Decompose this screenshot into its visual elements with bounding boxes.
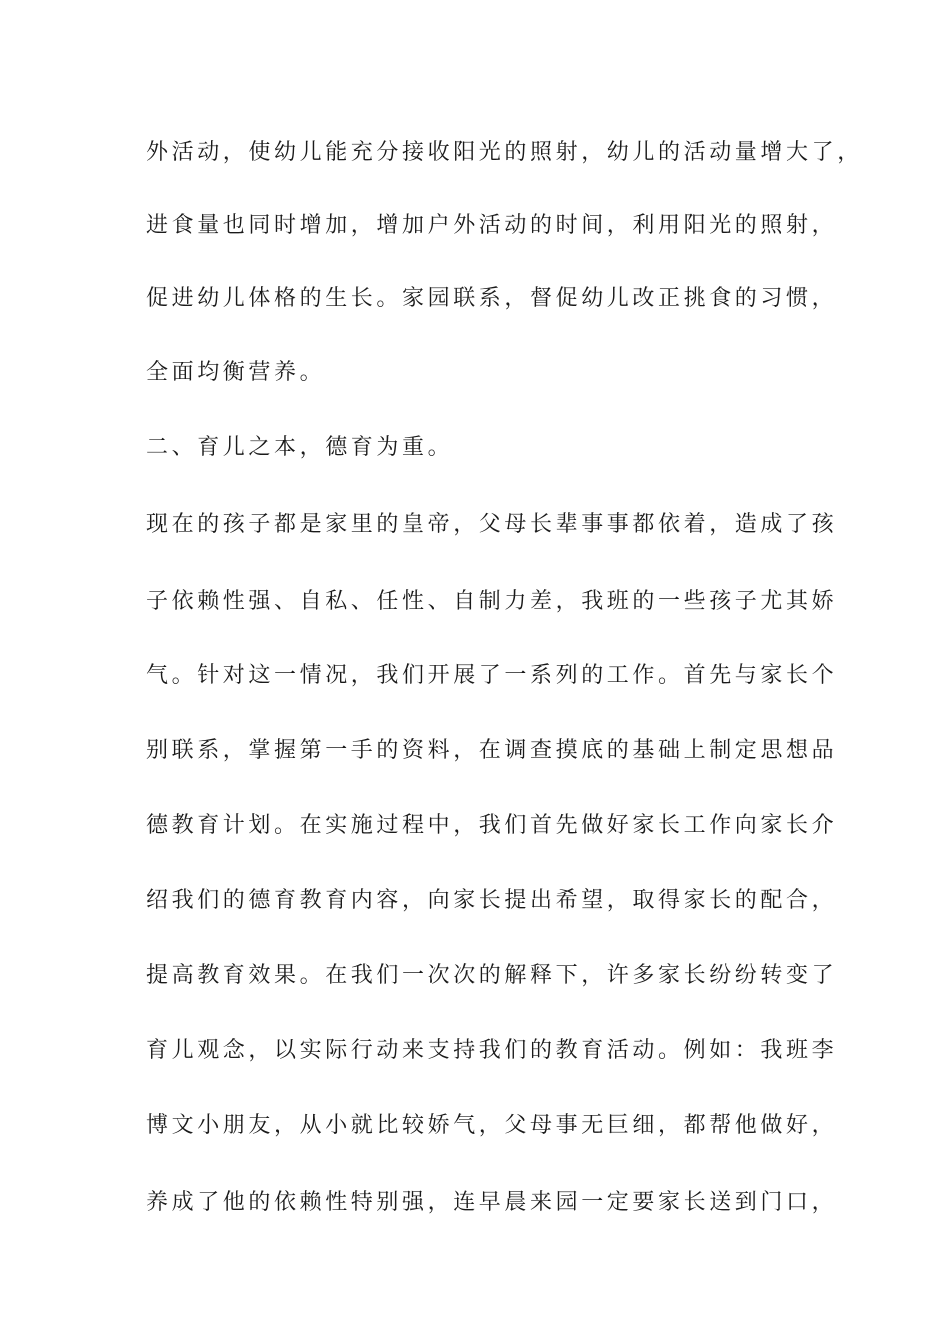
text-line-4: 全面均衡营养。: [146, 360, 326, 385]
text-line-10: 德教育计划。在实施过程中，我们首先做好家长工作向家长介: [146, 813, 838, 838]
text-line-1: 外活动，使幼儿能充分接收阳光的照射，幼儿的活动量增大了，: [146, 140, 863, 165]
text-line-12: 提高教育效果。在我们一次次的解释下，许多家长纷纷转变了: [146, 963, 838, 988]
text-line-8: 气。针对这一情况，我们开展了一系列的工作。首先与家长个: [146, 663, 838, 688]
text-line-2: 进食量也同时增加，增加户外活动的时间，利用阳光的照射，: [146, 213, 838, 238]
text-line-11: 绍我们的德育教育内容，向家长提出希望，取得家长的配合，: [146, 888, 838, 913]
text-line-13: 育儿观念，以实际行动来支持我们的教育活动。例如：我班李: [146, 1038, 838, 1063]
section-heading: 二、育儿之本，德育为重。: [146, 435, 454, 460]
text-line-14: 博文小朋友，从小就比较娇气，父母事无巨细，都帮他做好，: [146, 1113, 838, 1138]
text-line-9: 别联系，掌握第一手的资料，在调查摸底的基础上制定思想品: [146, 738, 838, 763]
text-line-6: 现在的孩子都是家里的皇帝，父母长辈事事都依着，造成了孩: [146, 512, 838, 537]
text-line-3: 促进幼儿体格的生长。家园联系，督促幼儿改正挑食的习惯，: [146, 286, 838, 311]
text-line-15: 养成了他的依赖性特别强，连早晨来园一定要家长送到门口，: [146, 1190, 838, 1215]
text-line-7: 子依赖性强、自私、任性、自制力差，我班的一些孩子尤其娇: [146, 589, 838, 614]
